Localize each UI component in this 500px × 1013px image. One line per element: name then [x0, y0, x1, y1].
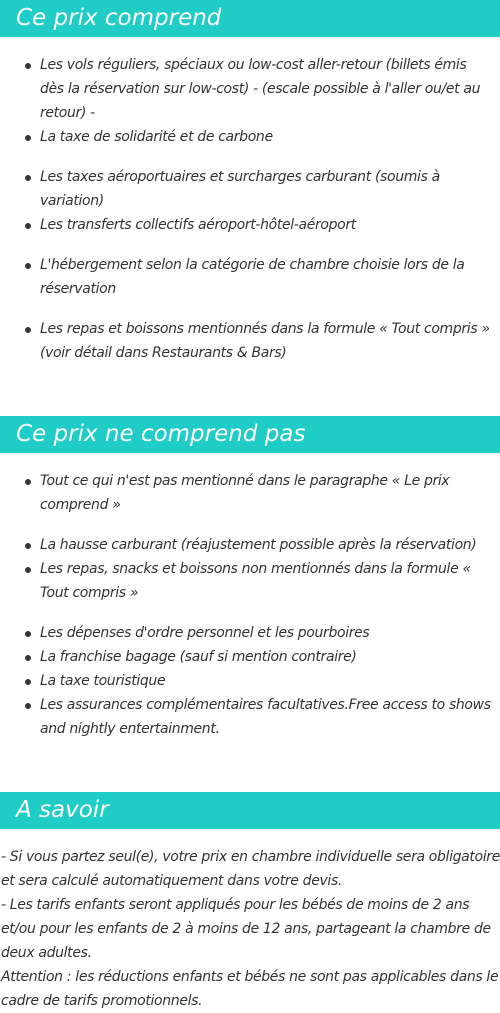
info-paragraph: - Si vous partez seul(e), votre prix en chambre individuelle sera obligatoire et sera calculé automatiquement dans votre devis. — [1, 849, 500, 889]
good-to-know-text — [0, 845, 500, 1013]
list-item: La hausse carburant (réajustement possible après la réservation) — [0, 533, 500, 557]
section-title-good-to-know: A savoir — [0, 792, 500, 829]
list-item: Tout ce qui n'est pas mentionné dans le paragraphe « Le prix comprend » — [0, 469, 500, 517]
list-item: Les vols réguliers, spéciaux ou low-cost aller-retour (billets émis dès la réservation sur low-cost) - (escale possible à l'aller ou/et au retour) - — [0, 53, 500, 125]
list-item: La franchise bagage (sauf si mention contraire) — [0, 645, 500, 669]
not-included-list — [0, 469, 500, 741]
list-item: Les taxes aéroportuaires et surcharges carburant (soumis à variation) — [0, 165, 500, 213]
info-paragraph: Attention : les réductions enfants et bébés ne sont pas applicables dans le cadre de tarifs promotionnels. — [1, 969, 499, 1009]
included-list — [0, 53, 500, 365]
list-item: L'hébergement selon la catégorie de chambre choisie lors de la réservation — [0, 253, 500, 301]
info-paragraph: - Les tarifs enfants seront appliqués pour les bébés de moins de 2 ans et/ou pour les enfants de 2 à moins de 12 ans, partageant la chambre de deux adultes. — [1, 897, 491, 961]
list-item: La taxe de solidarité et de carbone — [0, 125, 500, 149]
section-title-not-included: Ce prix ne comprend pas — [0, 416, 500, 453]
section-title-included: Ce prix comprend — [0, 0, 500, 37]
list-item: La taxe touristique — [0, 669, 500, 693]
list-item: Les dépenses d'ordre personnel et les pourboires — [0, 621, 500, 645]
list-item: Les assurances complémentaires facultatives.Free access to shows and nightly entertainment. — [0, 693, 500, 741]
list-item: Les repas et boissons mentionnés dans la formule « Tout compris » (voir détail dans Restaurants & Bars) — [0, 317, 500, 365]
list-item: Les repas, snacks et boissons non mentionnés dans la formule « Tout compris » — [0, 557, 500, 605]
list-item: Les transferts collectifs aéroport-hôtel-aéroport — [0, 213, 500, 237]
